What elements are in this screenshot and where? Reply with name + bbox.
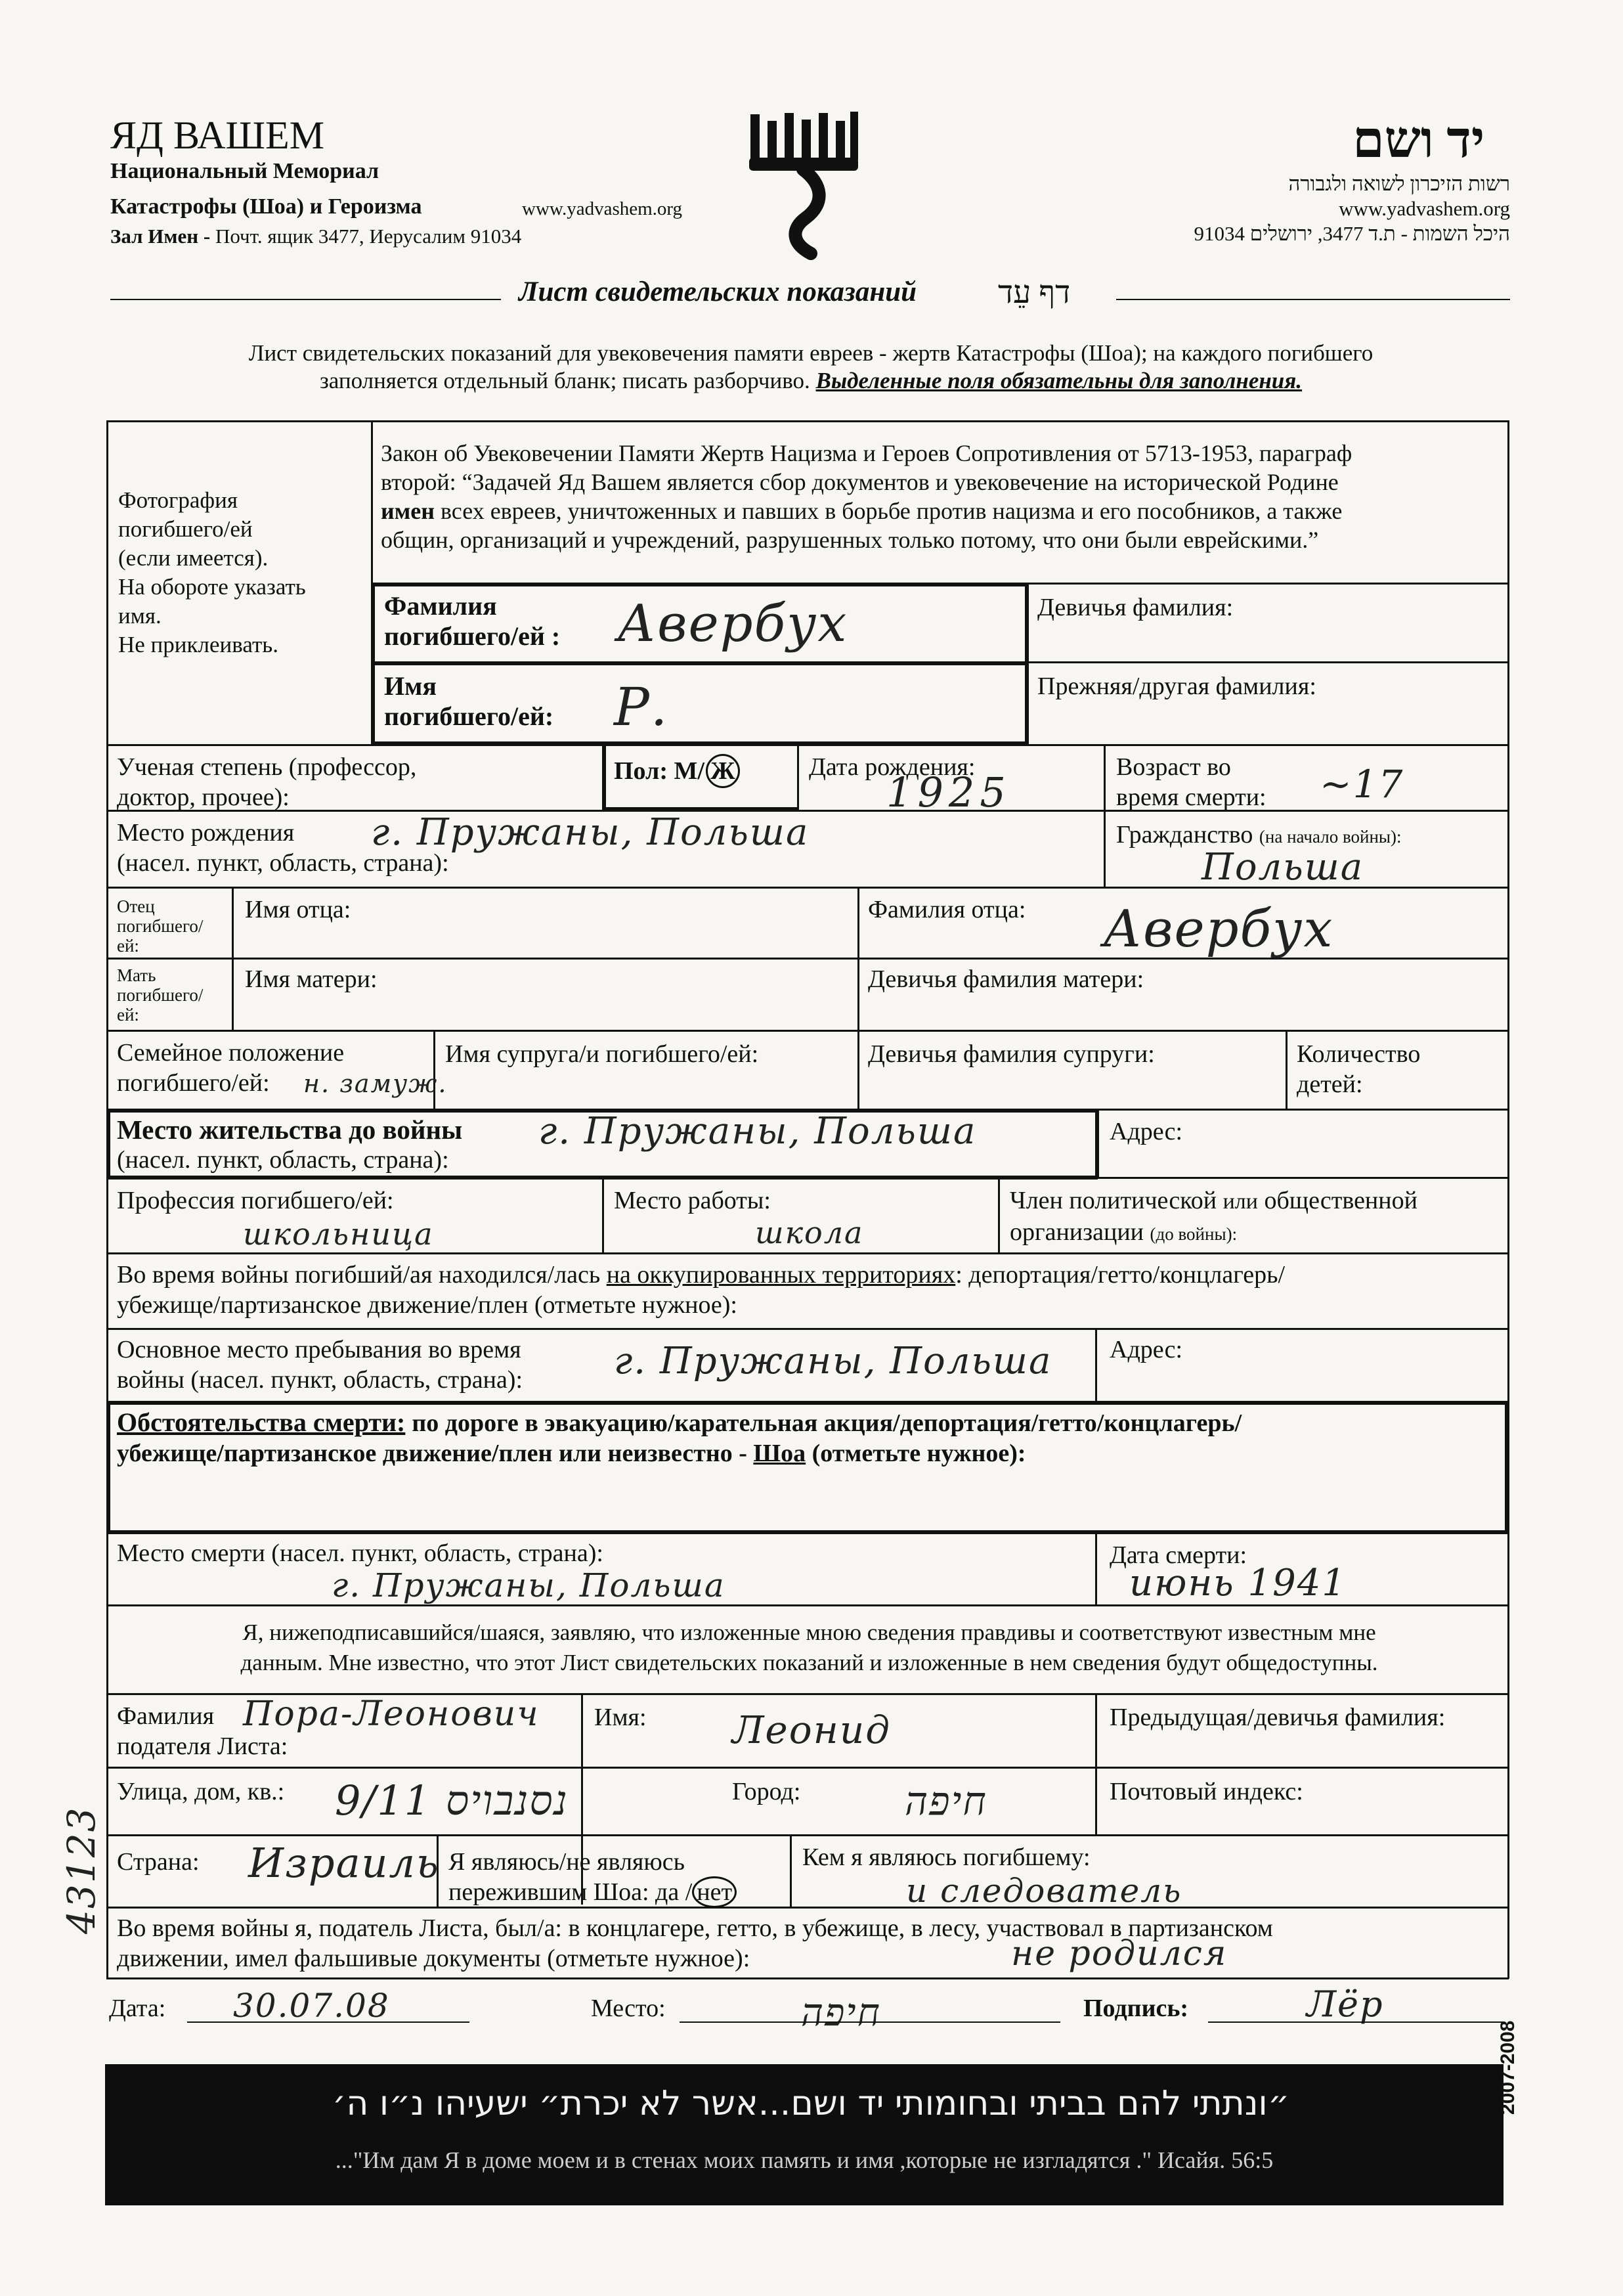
- maiden-name-field[interactable]: [1037, 627, 1497, 657]
- survivor-option-no-circled[interactable]: нет: [692, 1876, 737, 1908]
- mother-side-l2: погибшего/: [117, 985, 204, 1005]
- photo-instructions: [118, 486, 306, 659]
- death-place-label: Место смерти (насел. пункт, область, страна):: [117, 1539, 603, 1567]
- mother-side-label: [117, 965, 203, 1025]
- workplace-field[interactable]: школа: [755, 1215, 864, 1250]
- survivor-l2-text: пережившим Шоа: да /: [448, 1878, 693, 1906]
- ru-org-line2: Катастрофы (Шоа) и Героизма: [110, 194, 422, 219]
- he-org-url: www.yadvashem.org: [1339, 197, 1510, 220]
- citizenship-label-main: Гражданство: [1116, 821, 1253, 849]
- intro-mandatory-note: Выделенные поля обязательны для заполнения.: [815, 368, 1303, 393]
- survivor-l1: Я являюсь/не являюсь: [448, 1848, 685, 1876]
- yad-vashem-logo-icon: [745, 105, 860, 269]
- father-side-label: [117, 896, 203, 956]
- side-year: 2007-2008: [1497, 2020, 1519, 2115]
- country-label: Страна:: [117, 1848, 200, 1876]
- death-place-field[interactable]: г. Пружаны, Польша: [332, 1566, 725, 1604]
- wartime-field[interactable]: не родился: [1011, 1934, 1228, 1974]
- submitter-name-label: Имя:: [594, 1704, 647, 1731]
- war-place-label-l2: войны (насел. пункт, область, страна):: [117, 1366, 523, 1394]
- date-label: Дата:: [109, 1995, 166, 2022]
- children-label-l1: Количество: [1297, 1040, 1421, 1068]
- sex-option-female-circled[interactable]: Ж: [706, 754, 740, 788]
- residence-label-l1: Место жительства до войны: [117, 1115, 463, 1145]
- other-surname-label: Прежняя/другая фамилия:: [1037, 673, 1316, 700]
- survivor-l2: [448, 1877, 737, 1907]
- declaration-l1: Я, нижеподписавшийся/шаяся, заявляю, что изложенные мною сведения правдивы и соответствуют известным мне: [242, 1620, 1376, 1645]
- date-underline: [187, 2021, 469, 2023]
- war-location-l1a: Во время войны погибший/ая находился/лась: [117, 1261, 601, 1289]
- law-text: [381, 439, 1352, 554]
- photo-line1: Фотография: [118, 487, 238, 513]
- war-location-l1c: : депортация/гетто/концлагерь/: [955, 1261, 1286, 1289]
- spouse-name-label: Имя супруга/и погибшего/ей:: [445, 1040, 759, 1068]
- death-circ-title: Обстоятельства смерти:: [117, 1407, 406, 1437]
- father-side-l3: ей:: [117, 936, 139, 956]
- ru-org-line1: Национальный Мемориал: [110, 159, 379, 183]
- declaration: [112, 1618, 1507, 1678]
- father-name-label: Имя отца:: [245, 896, 351, 923]
- father-surname-label: Фамилия отца:: [868, 896, 1026, 923]
- death-date-field[interactable]: июнь 1941: [1129, 1562, 1347, 1604]
- death-circ-l1: [117, 1407, 1242, 1438]
- place-underline: [680, 2021, 1060, 2023]
- father-surname-field[interactable]: Авербух: [1103, 900, 1334, 959]
- profession-label: Профессия погибшего/ей:: [117, 1187, 394, 1214]
- degree-label-l2: доктор, прочее):: [117, 784, 290, 811]
- war-location-l1: [117, 1260, 1285, 1290]
- death-circ-note: (отметьте нужное):: [812, 1440, 1026, 1467]
- photo-line5: имя.: [118, 603, 162, 629]
- death-circ-selected-shoah[interactable]: Шоа: [753, 1440, 806, 1467]
- city-label: Город:: [732, 1778, 801, 1805]
- dob-field[interactable]: 1925: [886, 768, 1011, 816]
- margin-number: 43123: [59, 1806, 104, 1934]
- country-field[interactable]: Израиль: [248, 1839, 440, 1887]
- mother-maiden-label: Девичья фамилия матери:: [868, 965, 1144, 993]
- profession-field[interactable]: школьница: [243, 1216, 434, 1252]
- place-label: Место:: [591, 1995, 666, 2022]
- photo-line3: (если имеется).: [118, 545, 269, 571]
- street-field[interactable]: 9/11 נסנבויס: [335, 1777, 569, 1824]
- birthplace-label-l1: Место рождения: [117, 819, 295, 847]
- title-rule-right: [1116, 299, 1510, 300]
- surname-label-l2: погибшего/ей :: [384, 621, 561, 651]
- age-label: [1116, 752, 1266, 812]
- ru-org-line3-rest: Почт. ящик 3477, Иерусалим 91034: [215, 225, 522, 248]
- membership-label: [1010, 1185, 1417, 1249]
- mother-name-label: Имя матери:: [245, 965, 378, 993]
- relation-label: Кем я являюсь погибшему:: [802, 1843, 1091, 1871]
- photo-line2: погибшего/ей: [118, 516, 253, 542]
- he-org-title: יד ושם: [1352, 111, 1485, 168]
- form-title-he: דף עֵד: [998, 275, 1071, 310]
- degree-label-l1: Ученая степень (профессор,: [117, 753, 417, 781]
- ru-org-title: ЯД ВАШЕМ: [110, 114, 325, 157]
- war-address-label: Адрес:: [1110, 1336, 1183, 1363]
- first-name-label-l1: Имя: [384, 671, 437, 701]
- photo-line4: На обороте указать: [118, 574, 306, 600]
- intro-line1: Лист свидетельских показаний для увековечения памяти евреев - жертв Катастрофы (Шоа); на каждого погибшего: [248, 340, 1374, 366]
- submitter-surname-l2: подателя Листа:: [117, 1733, 288, 1760]
- law-line2: второй: “Задачей Яд Вашем является сбор документов и увековечение на исторической Родине: [381, 469, 1339, 495]
- residence-label-l2: (насел. пункт, область, страна):: [117, 1146, 449, 1174]
- ru-org-url: www.yadvashem.org: [522, 198, 683, 219]
- war-place-label: [117, 1335, 523, 1395]
- signature-field[interactable]: Лёр: [1307, 1983, 1384, 2025]
- city-field[interactable]: חיפה: [905, 1778, 987, 1824]
- ru-org-line3-bold: Зал Имен -: [110, 225, 211, 248]
- footer-ru-quote: ..."Им дам Я в доме моем и в стенах моих память и имя ,которые не изгладятся ." Исайя. 56:5: [335, 2147, 1274, 2173]
- declaration-l2: данным. Мне известно, что этот Лист свидетельских показаний и изложенные в нем сведения будут общедоступны.: [240, 1650, 1378, 1675]
- intro-line2: [112, 368, 1510, 394]
- submitter-prev-label: Предыдущая/девичья фамилия:: [1110, 1704, 1446, 1731]
- marital-label-l1: Семейное положение: [117, 1039, 345, 1067]
- membership-note: (до войны):: [1150, 1224, 1238, 1244]
- surname-label: [384, 591, 560, 651]
- death-date-label: Дата смерти:: [1110, 1541, 1247, 1569]
- children-label-l2: детей:: [1297, 1071, 1363, 1098]
- spouse-maiden-label: Девичья фамилия супруги:: [868, 1040, 1155, 1068]
- law-line3-bold: имен: [381, 498, 435, 524]
- surname-label-l1: Фамилия: [384, 591, 497, 621]
- he-org-line1: רשות הזיכרון לשואה ולגבורה: [1288, 172, 1510, 195]
- residence-field[interactable]: г. Пружаны, Польша: [538, 1110, 977, 1153]
- submitter-surname-field[interactable]: Пора-Леонович: [243, 1694, 540, 1734]
- submitter-surname-l1: Фамилия: [117, 1702, 215, 1730]
- first-name-label: [384, 671, 553, 732]
- relation-field[interactable]: и следователь: [906, 1872, 1182, 1910]
- war-location-l2: убежище/партизанское движение/плен (отметьте нужное):: [117, 1291, 737, 1319]
- maiden-name-label: Девичья фамилия:: [1037, 594, 1234, 621]
- date-field[interactable]: 30.07.08: [233, 1987, 390, 2025]
- law-line1: Закон об Увековечении Памяти Жертв Нацизма и Героев Сопротивления от 5713-1953, параграф: [381, 440, 1352, 466]
- age-field[interactable]: ~17: [1320, 762, 1404, 806]
- war-location-selected-occupied[interactable]: на оккупированных территориях: [606, 1261, 956, 1289]
- place-field[interactable]: חיפה: [801, 1990, 881, 2035]
- marital-label-l2: погибшего/ей:: [117, 1069, 270, 1097]
- signature-label: Подпись:: [1083, 1995, 1189, 2022]
- war-location-question: [117, 1260, 1285, 1320]
- law-line3-rest: всех евреев, уничтоженных и павших в борьбе против нацизма и его пособников, а также: [440, 498, 1343, 524]
- membership-l1-b: или: [1223, 1189, 1258, 1214]
- submitter-name-field[interactable]: Леонид: [732, 1708, 891, 1752]
- first-name-field[interactable]: Р.: [614, 676, 669, 738]
- mother-side-l1: Мать: [117, 965, 156, 985]
- intro-line2-text: заполняется отдельный бланк; писать разборчиво.: [319, 368, 810, 393]
- he-org-line3: היכל השמות - ת.ד 3477, ירושלים 91034: [1194, 222, 1510, 245]
- signature-underline: [1208, 2021, 1504, 2023]
- war-place-field[interactable]: г. Пружаны, Польша: [614, 1340, 1052, 1382]
- age-label-l2: время смерти:: [1116, 784, 1266, 811]
- age-label-l1: Возраст во: [1116, 753, 1231, 781]
- membership-label-l1: [1010, 1185, 1417, 1217]
- birthplace-label-l2: (насел. пункт, область, страна):: [117, 849, 449, 877]
- workplace-label: Место работы:: [614, 1187, 771, 1214]
- citizenship-field[interactable]: Польша: [1201, 846, 1364, 889]
- mother-side-l3: ей:: [117, 1005, 139, 1025]
- title-rule-left: [110, 299, 501, 300]
- wartime-l2: движении, имел фальшивые документы (отметьте нужное):: [117, 1945, 750, 1972]
- death-circ-options2[interactable]: убежище/партизанское движение/плен или неизвестно -: [117, 1440, 747, 1467]
- degree-label: [117, 752, 416, 812]
- children-label: [1297, 1039, 1420, 1099]
- law-line4: общин, организаций и учреждений, разрушенных только потому, что они были еврейскими.”: [381, 527, 1319, 553]
- membership-label-l2: [1010, 1217, 1417, 1249]
- membership-l1-a: Член политической: [1010, 1187, 1217, 1214]
- sex-label: Пол: М/: [614, 757, 704, 785]
- survivor-question: [448, 1847, 737, 1907]
- father-side-l1: Отец: [117, 896, 155, 916]
- surname-field[interactable]: Авербух: [617, 594, 848, 653]
- residence-address-label: Адрес:: [1110, 1118, 1183, 1145]
- birthplace-field[interactable]: г. Пружаны, Польша: [371, 811, 810, 854]
- marital-field[interactable]: н. замуж.: [303, 1069, 448, 1098]
- residence-label: [117, 1115, 462, 1175]
- war-place-label-l1: Основное место пребывания во время: [117, 1336, 521, 1363]
- ru-org-line3: [110, 225, 521, 248]
- membership-l2-a: организации: [1010, 1218, 1144, 1246]
- photo-line6: Не приклеивать.: [118, 632, 278, 657]
- membership-l1-c: общественной: [1264, 1187, 1417, 1214]
- footer-quote-band: [105, 2064, 1504, 2205]
- first-name-label-l2: погибшего/ей:: [384, 701, 554, 731]
- father-side-l2: погибшего/: [117, 916, 204, 936]
- zip-label: Почтовый индекс:: [1110, 1778, 1303, 1805]
- wartime-l1: Во время войны я, податель Листа, был/а: в концлагере, гетто, в убежище, в лесу, участвовал в партизанском: [117, 1914, 1273, 1942]
- dob-label: Дата рождения:: [809, 753, 976, 781]
- death-circ-options1[interactable]: по дороге в эвакуацию/карательная акция/депортация/гетто/концлагерь/: [412, 1409, 1242, 1437]
- sex-field[interactable]: [614, 754, 740, 788]
- footer-he-quote: ״ונתתי להם בביתי ובחומותי יד ושם...אשר לא יכרת״ ישעיהו נ״ו ה׳: [332, 2084, 1290, 2123]
- death-circ-l2: [117, 1438, 1242, 1468]
- law-line3: [381, 497, 1352, 525]
- death-circumstances: [117, 1407, 1242, 1468]
- form-title: Лист свидетельских показаний: [519, 276, 917, 307]
- street-label: Улица, дом, кв.:: [117, 1778, 285, 1805]
- citizenship-note: (на начало войны):: [1259, 827, 1402, 847]
